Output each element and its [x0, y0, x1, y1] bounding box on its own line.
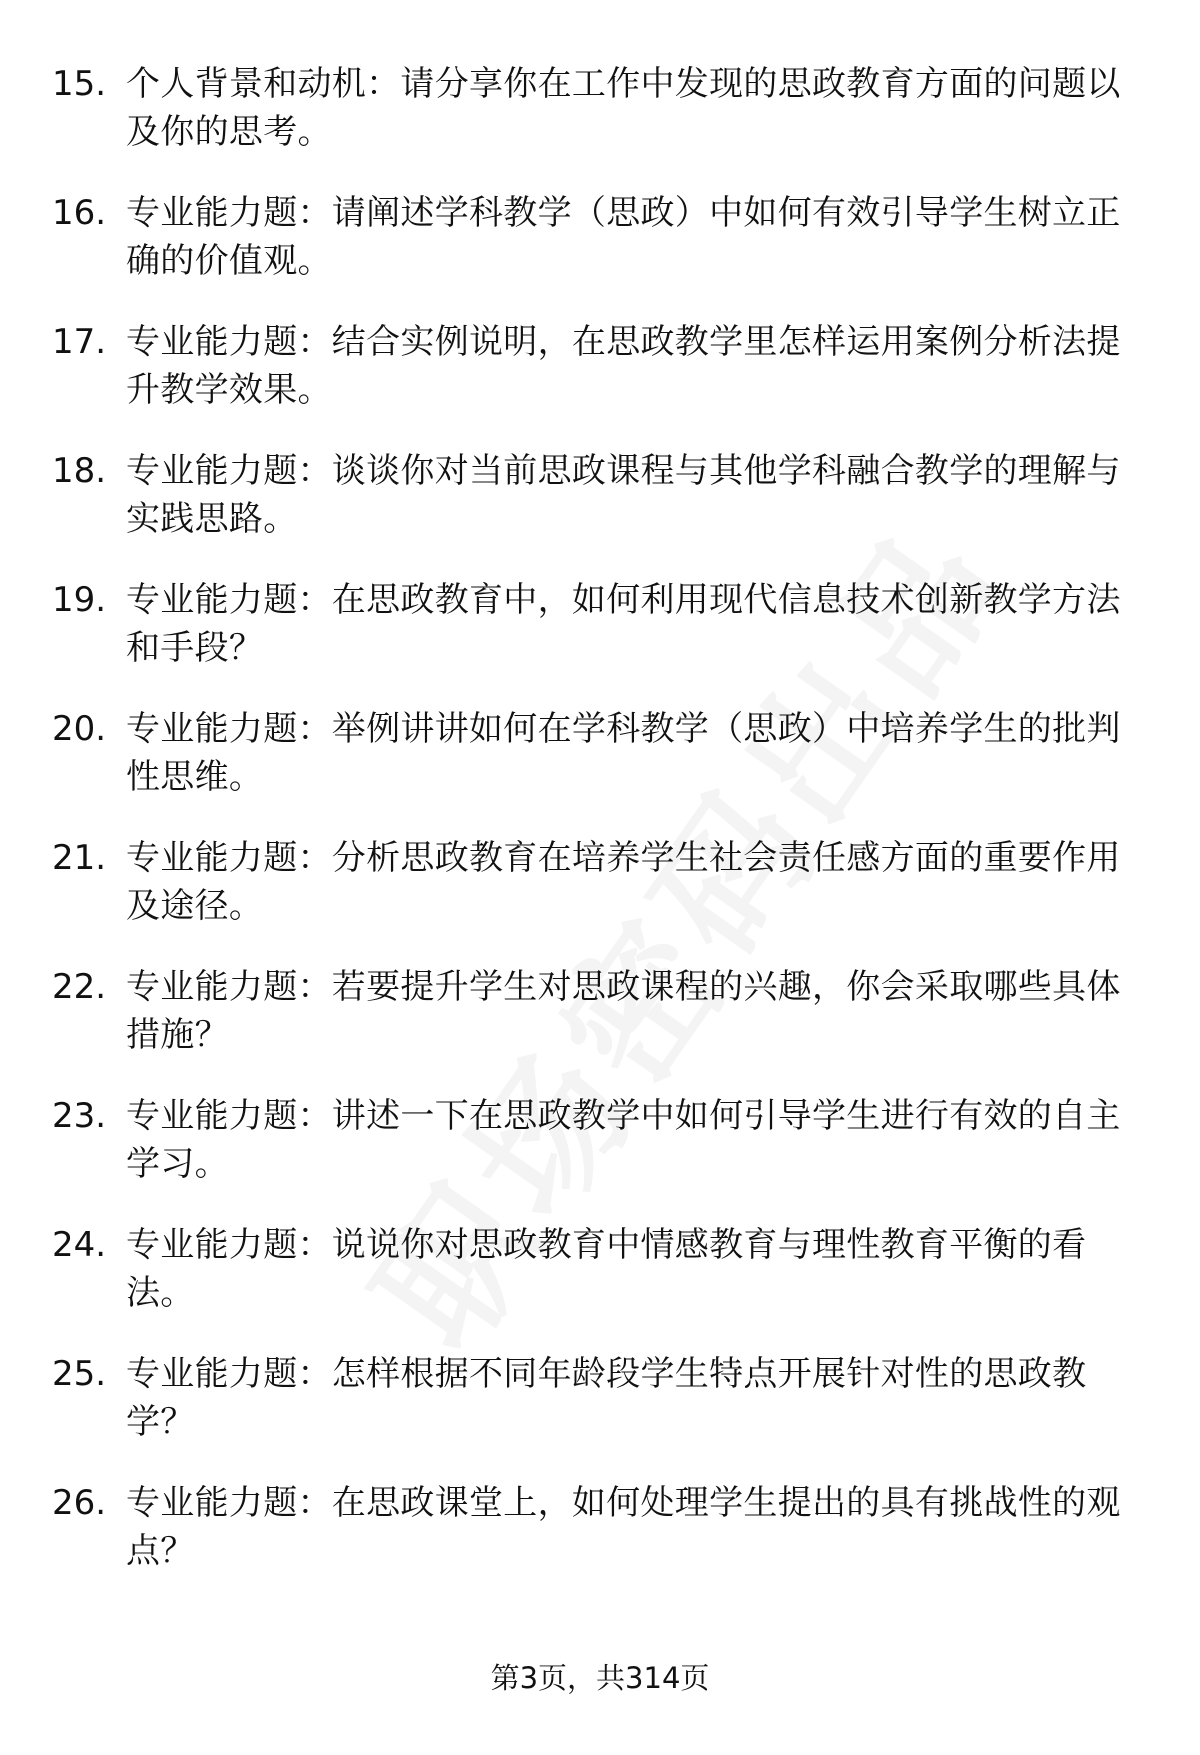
list-item	[52, 963, 1148, 1059]
item-text: 专业能力题：怎样根据不同年龄段学生特点开展针对性的思政教学？	[126, 1354, 1087, 1442]
item-number: 26.	[52, 1483, 107, 1523]
page-footer: 第3页，共314页	[490, 1661, 710, 1695]
item-number: 16.	[52, 193, 107, 233]
list-item	[52, 1092, 1148, 1188]
list-item	[52, 705, 1148, 801]
item-number: 15.	[52, 64, 107, 104]
item-text: 专业能力题：若要提升学生对思政课程的兴趣，你会采取哪些具体措施？	[126, 967, 1121, 1055]
list-item	[52, 318, 1148, 414]
question-list	[52, 60, 1148, 1608]
item-number: 17.	[52, 322, 107, 362]
item-number: 24.	[52, 1225, 107, 1265]
item-number: 25.	[52, 1354, 107, 1394]
item-number: 19.	[52, 580, 107, 620]
item-number: 22.	[52, 967, 107, 1007]
item-text: 专业能力题：分析思政教育在培养学生社会责任感方面的重要作用及途径。	[126, 838, 1121, 926]
list-item	[52, 576, 1148, 672]
list-item	[52, 1350, 1148, 1446]
list-item	[52, 60, 1148, 156]
item-text: 专业能力题：谈谈你对当前思政课程与其他学科融合教学的理解与实践思路。	[126, 451, 1121, 539]
item-text: 专业能力题：请阐述学科教学（思政）中如何有效引导学生树立正确的价值观。	[126, 193, 1121, 281]
item-text: 个人背景和动机：请分享你在工作中发现的思政教育方面的问题以及你的思考。	[126, 64, 1121, 152]
list-item	[52, 189, 1148, 285]
item-text: 专业能力题：结合实例说明，在思政教学里怎样运用案例分析法提升教学效果。	[126, 322, 1121, 410]
item-text: 专业能力题：说说你对思政教育中情感教育与理性教育平衡的看法。	[126, 1225, 1087, 1313]
list-item	[52, 834, 1148, 930]
list-item	[52, 1221, 1148, 1317]
item-number: 18.	[52, 451, 107, 491]
item-number: 23.	[52, 1096, 107, 1136]
list-item	[52, 447, 1148, 543]
item-number: 20.	[52, 709, 107, 749]
list-item	[52, 1479, 1148, 1575]
item-text: 专业能力题：举例讲讲如何在学科教学（思政）中培养学生的批判性思维。	[126, 709, 1121, 797]
item-text: 专业能力题：在思政课堂上，如何处理学生提出的具有挑战性的观点？	[126, 1483, 1121, 1571]
item-text: 专业能力题：在思政教育中，如何利用现代信息技术创新教学方法和手段？	[126, 580, 1121, 668]
item-number: 21.	[52, 838, 107, 878]
item-text: 专业能力题：讲述一下在思政教学中如何引导学生进行有效的自主学习。	[126, 1096, 1121, 1184]
